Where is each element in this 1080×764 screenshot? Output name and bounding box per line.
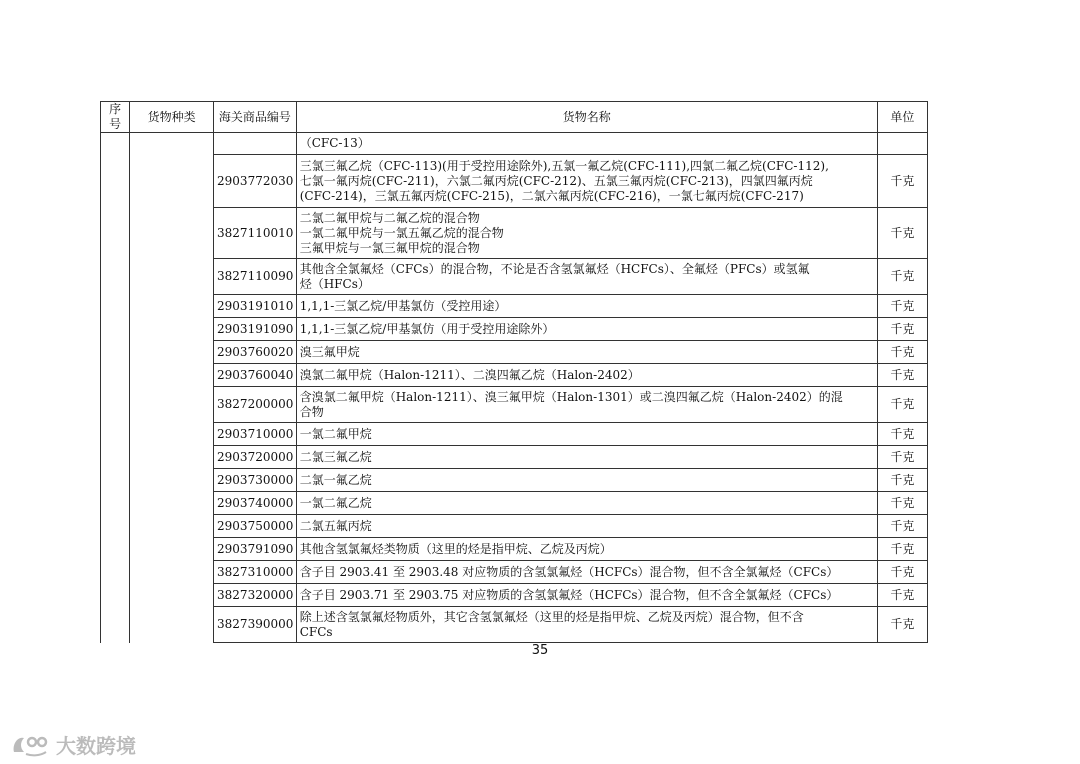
header-index: 序号 [101,102,130,133]
code-cell: 3827320000 [214,584,297,607]
table-header-row [101,102,928,133]
table-row [101,387,928,423]
table-row [101,259,928,295]
table-row [101,341,928,364]
unit-cell: 千克 [877,295,927,318]
unit-cell: 千克 [877,259,927,295]
unit-cell: 千克 [877,492,927,515]
name-cell: 1,1,1-三氯乙烷/甲基氯仿（用于受控用途除外） [296,318,877,341]
table-row [101,607,928,643]
code-cell: 3827200000 [214,387,297,423]
table-row [101,208,928,259]
name-cell: 除上述含氢氯氟烃物质外，其它含氢氯氟烃（这里的烃是指甲烷、乙烷及丙烷）混合物，但不含 CFCs [296,607,877,643]
table-row [101,538,928,561]
name-cell: 其他含氢氯氟烃类物质（这里的烃是指甲烷、乙烷及丙烷） [296,538,877,561]
table-row [101,423,928,446]
header-unit: 单位 [877,102,927,133]
table-row [101,492,928,515]
code-cell: 3827310000 [214,561,297,584]
unit-cell: 千克 [877,364,927,387]
code-cell: 2903191090 [214,318,297,341]
table-row [101,364,928,387]
table-row [101,295,928,318]
unit-cell: 千克 [877,584,927,607]
name-cell: 含子目 2903.71 至 2903.75 对应物质的含氢氯氟烃（HCFCs）混合物，但不含全氯氟烃（CFCs） [296,584,877,607]
table-body [101,133,928,643]
name-cell: 二氯五氟丙烷 [296,515,877,538]
table-row [101,318,928,341]
page-number: 35 [531,643,549,658]
code-cell: 2903720000 [214,446,297,469]
code-cell: 2903760020 [214,341,297,364]
brand-logo-icon [10,732,50,758]
table-row [101,515,928,538]
code-cell: 2903730000 [214,469,297,492]
name-cell: 含子目 2903.41 至 2903.48 对应物质的含氢氯氟烃（HCFCs）混合物，但不含全氯氟烃（CFCs） [296,561,877,584]
code-cell: 3827110090 [214,259,297,295]
name-cell: 含溴氯二氟甲烷（Halon-1211）、溴三氟甲烷（Halon-1301）或二溴四氟乙烷（Halon-2402）的混 合物 [296,387,877,423]
watermark [10,730,136,759]
name-cell: 二氯二氟甲烷与二氟乙烷的混合物 一氯二氟甲烷与一氯五氟乙烷的混合物 三氟甲烷与一氯三氟甲烷的混合物 [296,208,877,259]
code-cell [214,133,297,155]
unit-cell: 千克 [877,446,927,469]
index-cell [101,133,130,643]
unit-cell: 千克 [877,208,927,259]
unit-cell: 千克 [877,341,927,364]
table-row [101,561,928,584]
code-cell: 2903760040 [214,364,297,387]
header-code: 海关商品编号 [214,102,297,133]
watermark-text: 大数跨境 [56,734,136,758]
code-cell: 2903791090 [214,538,297,561]
code-cell: 3827110010 [214,208,297,259]
name-cell: 三氯三氟乙烷（CFC-113)(用于受控用途除外),五氯一氟乙烷(CFC-111),四氯二氟乙烷(CFC-112), 七氯一氟丙烷(CFC-211)，六氯二氟丙烷(CFC-212)、五氯三氟丙烷(CFC-213)，四氯四氟丙烷 (CFC-214)，三氯五氟丙烷(CFC-215)，二氯六氟丙烷(CFC-216)，一氯七氟丙烷(CFC-217) [296,155,877,208]
name-cell: 二氯三氟乙烷 [296,446,877,469]
code-cell: 3827390000 [214,607,297,643]
name-cell: 1,1,1-三氯乙烷/甲基氯仿（受控用途） [296,295,877,318]
code-cell: 2903710000 [214,423,297,446]
code-cell: 2903772030 [214,155,297,208]
code-cell: 2903191010 [214,295,297,318]
header-kind: 货物种类 [130,102,214,133]
unit-cell: 千克 [877,607,927,643]
unit-cell: 千克 [877,387,927,423]
code-cell: 2903750000 [214,515,297,538]
table-row [101,584,928,607]
name-cell: （CFC-13） [296,133,877,155]
table-row [101,133,928,155]
unit-cell [877,133,927,155]
goods-table [100,101,928,643]
unit-cell: 千克 [877,318,927,341]
unit-cell: 千克 [877,538,927,561]
unit-cell: 千克 [877,423,927,446]
unit-cell: 千克 [877,561,927,584]
name-cell: 一氯二氟乙烷 [296,492,877,515]
name-cell: 二氯一氟乙烷 [296,469,877,492]
unit-cell: 千克 [877,155,927,208]
name-cell: 一氯二氟甲烷 [296,423,877,446]
table-row [101,446,928,469]
name-cell: 溴氯二氟甲烷（Halon-1211）、二溴四氟乙烷（Halon-2402） [296,364,877,387]
header-name: 货物名称 [296,102,877,133]
name-cell: 其他含全氯氟烃（CFCs）的混合物，不论是否含氢氯氟烃（HCFCs）、全氟烃（PFCs）或氢氟 烃（HFCs） [296,259,877,295]
code-cell: 2903740000 [214,492,297,515]
table-row [101,469,928,492]
kind-cell [130,133,214,643]
unit-cell: 千克 [877,515,927,538]
unit-cell: 千克 [877,469,927,492]
table-row [101,155,928,208]
name-cell: 溴三氟甲烷 [296,341,877,364]
